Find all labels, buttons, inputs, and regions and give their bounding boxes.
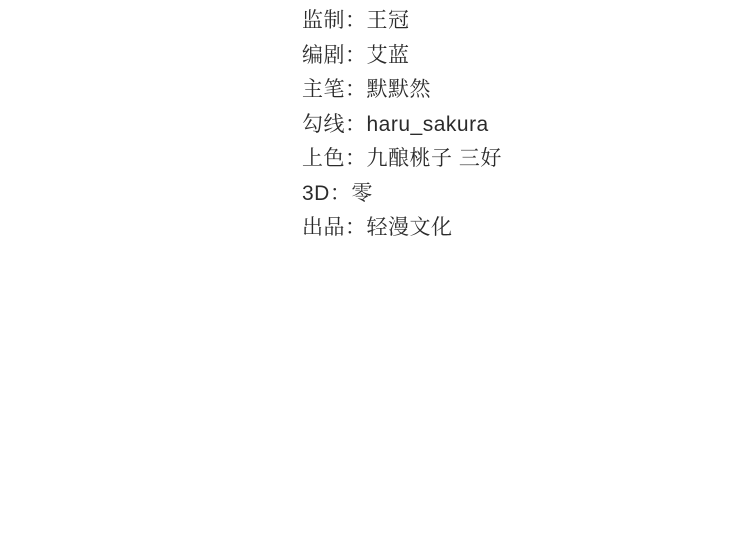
credit-colon: ： — [345, 216, 367, 239]
credit-line — [302, 142, 502, 177]
credit-name: 九酿桃子 三好 — [366, 147, 502, 170]
credit-role: 上色 — [302, 147, 345, 170]
credit-colon: ： — [345, 147, 367, 170]
credit-colon: ： — [329, 181, 352, 205]
credit-line — [302, 73, 502, 108]
credit-role: 主笔 — [302, 78, 345, 101]
credit-line — [302, 108, 502, 143]
credit-line — [302, 39, 502, 74]
credit-name: 零 — [351, 181, 373, 205]
credit-line — [302, 177, 502, 212]
credit-role: 出品 — [302, 216, 345, 239]
credit-name: 轻漫文化 — [366, 216, 453, 239]
credit-line — [302, 4, 502, 39]
credit-name: haru_sakura — [366, 112, 489, 136]
credit-name: 王冠 — [366, 9, 410, 32]
credit-colon: ： — [345, 43, 367, 67]
credit-line — [302, 211, 502, 246]
credits-page — [302, 4, 502, 246]
credit-name: 艾蓝 — [366, 43, 410, 67]
credit-role: 监制 — [302, 9, 345, 32]
credit-role: 3D — [302, 181, 330, 205]
credit-role: 勾线 — [302, 112, 345, 136]
credit-colon: ： — [345, 112, 367, 136]
credit-name: 默默然 — [366, 78, 431, 101]
credit-colon: ： — [345, 78, 367, 101]
credit-colon: ： — [345, 9, 367, 32]
credit-role: 编剧 — [302, 43, 345, 67]
